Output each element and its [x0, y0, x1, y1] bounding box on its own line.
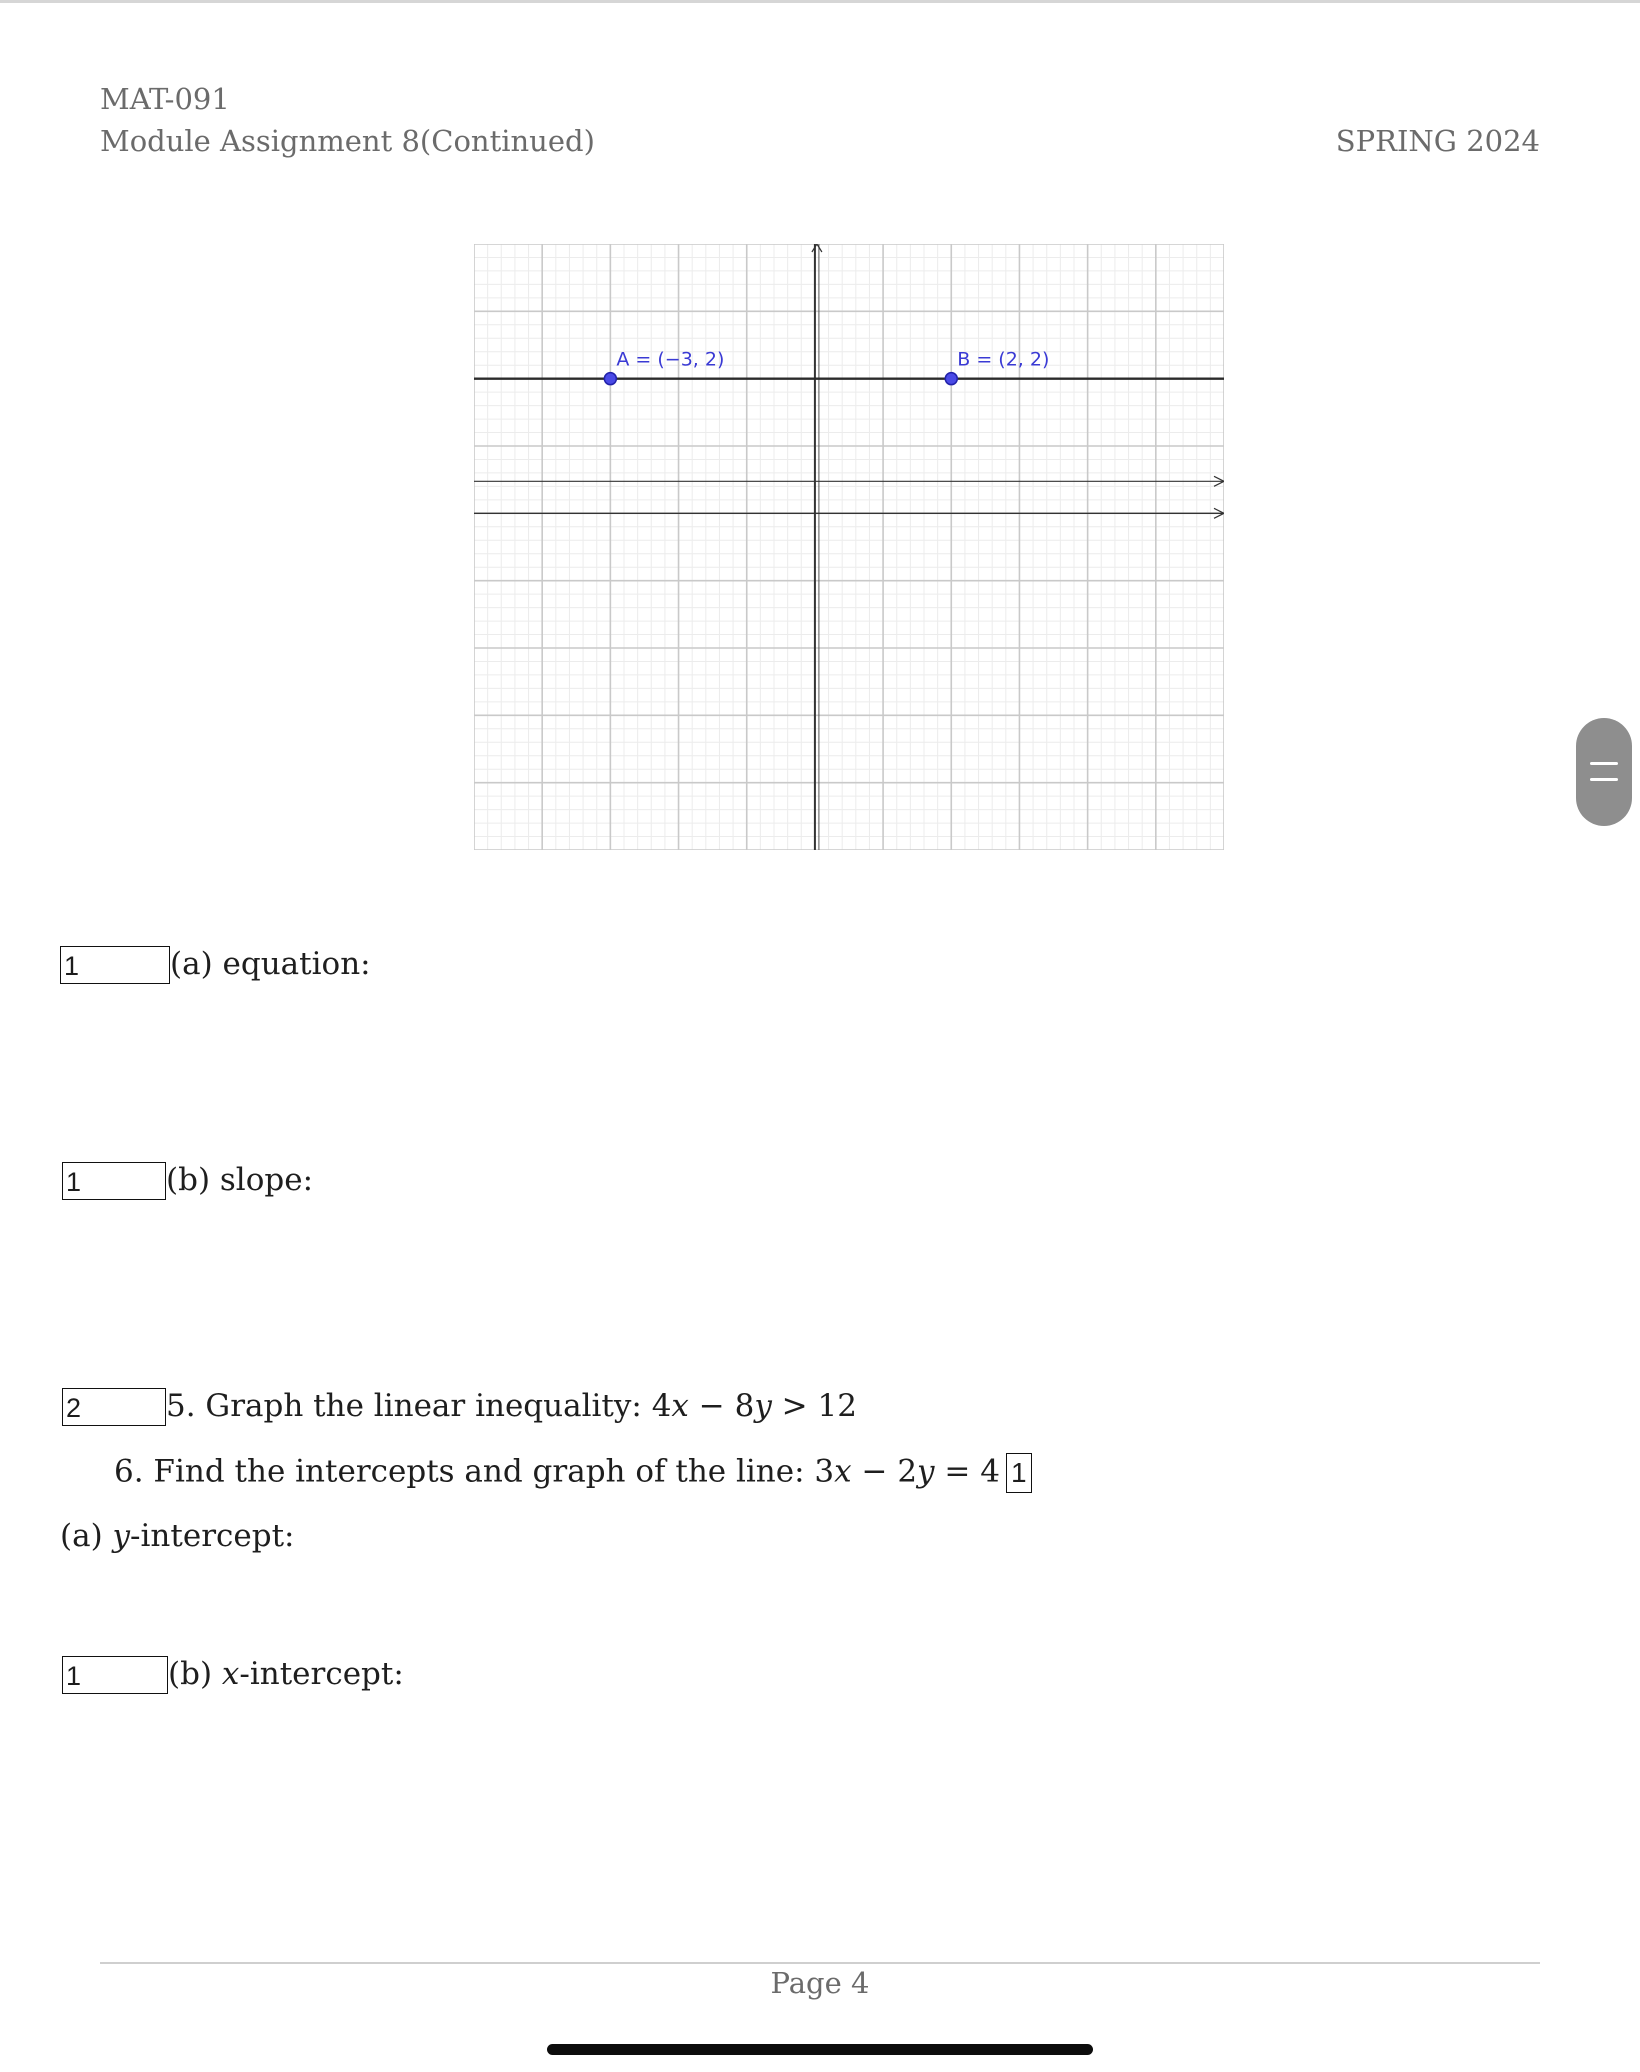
page-number: Page 4	[770, 1966, 870, 2000]
q6a-prefix: (a)	[60, 1518, 113, 1554]
question-6-text	[114, 1453, 1032, 1493]
home-indicator[interactable]	[547, 2044, 1093, 2055]
point-b-marker	[945, 373, 957, 385]
question-5-text	[166, 1388, 857, 1424]
y-axis-arrow	[812, 244, 822, 252]
q5-suffix: > 12	[771, 1388, 857, 1424]
question-4a-label: (a) equation:	[170, 946, 371, 982]
q6-prefix: 6. Find the intercepts and graph of the line: 3	[114, 1453, 835, 1490]
q5-var-y: y	[754, 1388, 772, 1424]
top-divider	[0, 0, 1640, 3]
question-4b-label: (b) slope:	[166, 1162, 314, 1198]
score-box-6b[interactable]: 1	[62, 1656, 168, 1694]
q6b-prefix: (b)	[168, 1656, 222, 1692]
score-box-6[interactable]: 1	[1006, 1453, 1032, 1493]
minor-grid	[474, 244, 1224, 850]
q6b-suffix: -intercept:	[239, 1656, 404, 1692]
q6-mid: − 2	[851, 1453, 918, 1490]
term-label: SPRING 2024	[1335, 124, 1540, 158]
score-box-4b[interactable]: 1	[62, 1162, 166, 1200]
axes	[474, 244, 1224, 850]
point-a-label: A = (−3, 2)	[616, 348, 725, 371]
score-box-4a[interactable]: 1	[60, 946, 170, 984]
question-6a-label	[60, 1518, 294, 1554]
major-grid	[474, 244, 1224, 850]
point-a-marker	[604, 373, 616, 385]
module-title: Module Assignment 8(Continued)	[100, 124, 595, 158]
coordinate-graph	[474, 244, 1224, 850]
course-code: MAT-091	[100, 82, 230, 116]
q5-var-x: x	[671, 1388, 689, 1424]
q5-mid: − 8	[688, 1388, 755, 1424]
q6a-var: y	[112, 1518, 131, 1554]
q6a-suffix: -intercept:	[130, 1518, 295, 1554]
q6b-var: x	[221, 1656, 240, 1692]
drag-handle-icon[interactable]	[1576, 718, 1632, 826]
score-box-5[interactable]: 2	[62, 1388, 166, 1426]
q6-var-x: x	[834, 1453, 852, 1490]
question-6b-label	[168, 1656, 404, 1692]
q5-prefix: 5. Graph the linear inequality: 4	[166, 1388, 672, 1424]
q6-var-y: y	[917, 1453, 935, 1490]
q6-suffix: = 4	[934, 1453, 1000, 1490]
point-b-label: B = (2, 2)	[957, 348, 1050, 371]
